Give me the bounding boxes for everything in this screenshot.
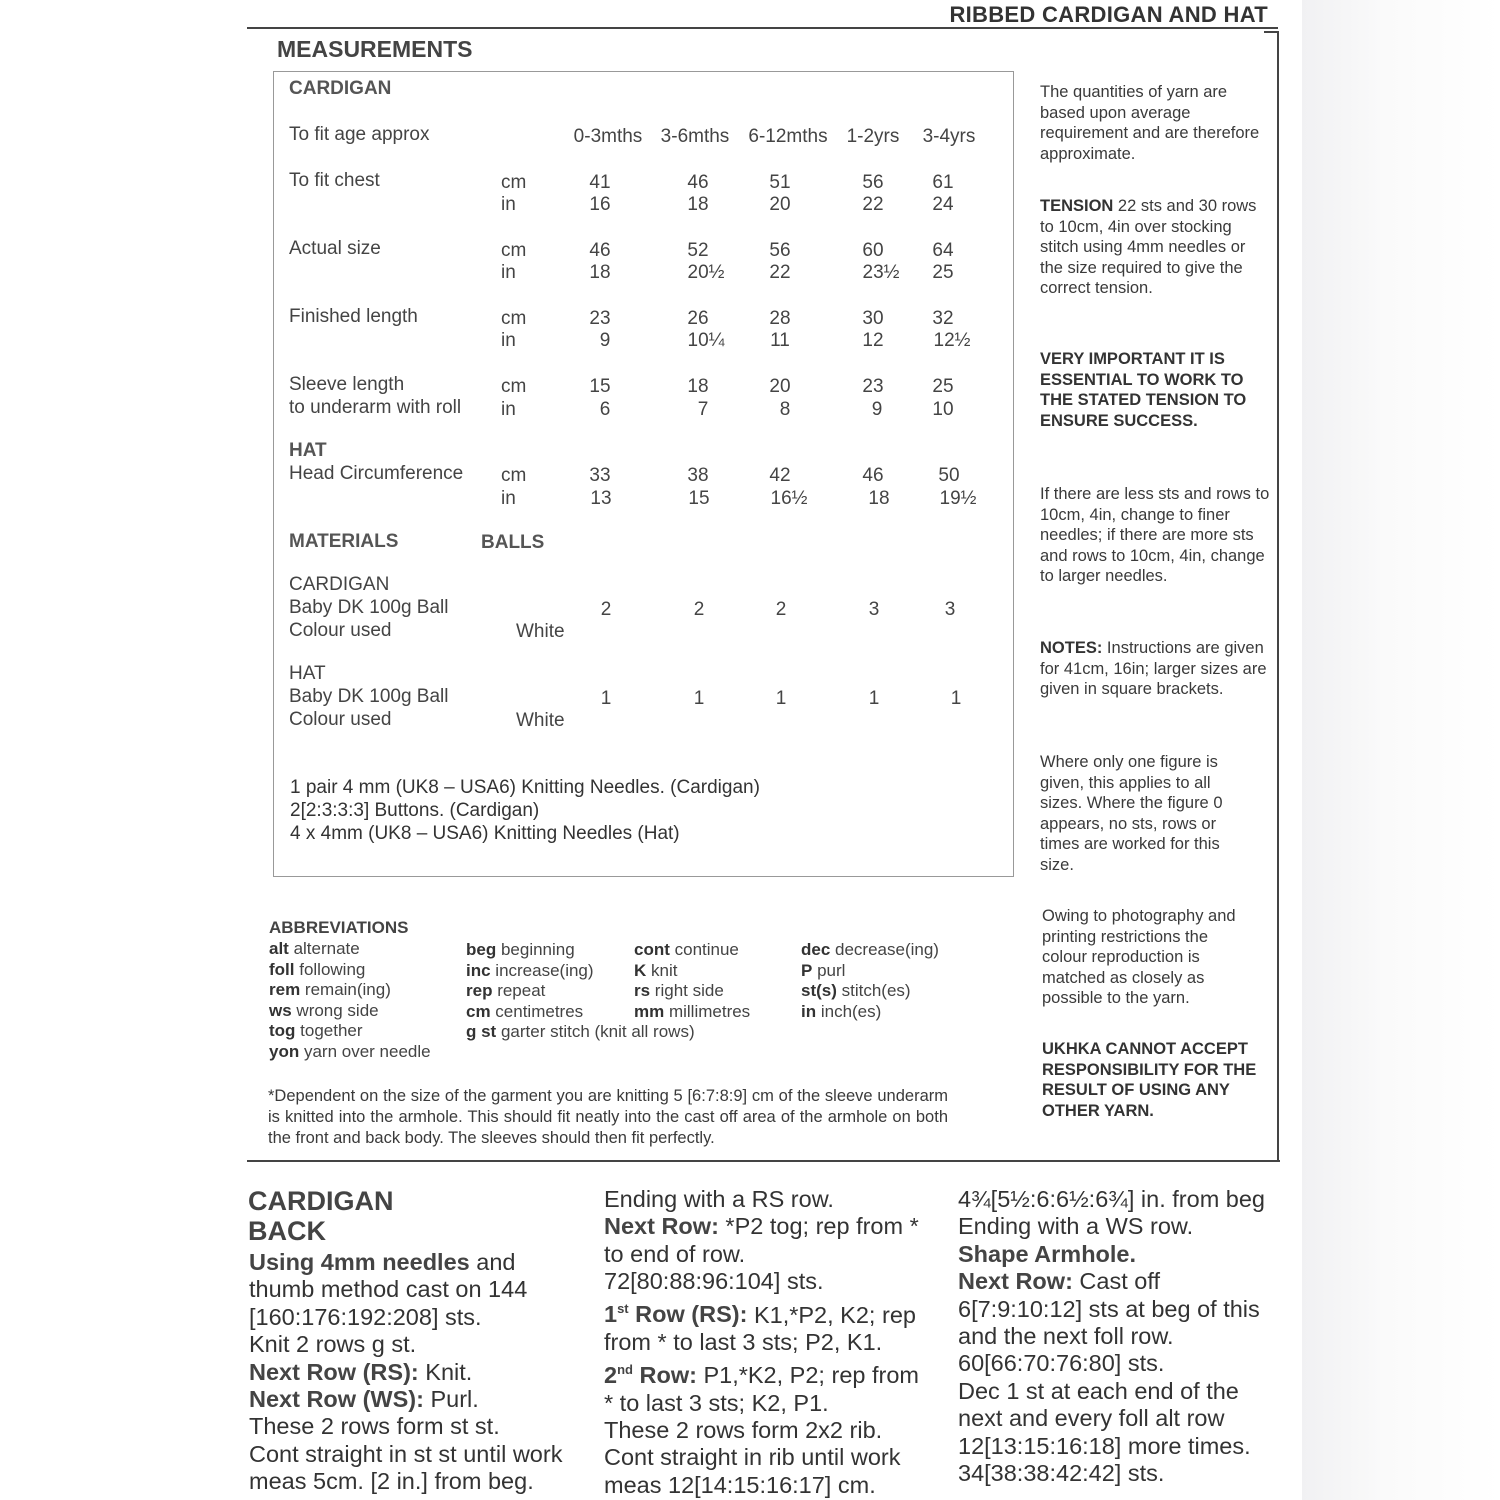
- unit-cm: cm: [501, 172, 527, 193]
- unit-cm: cm: [501, 465, 527, 486]
- abbreviations-column-3: [634, 940, 750, 1022]
- instruction: These 2 rows form st st.: [249, 1413, 500, 1440]
- abbr-key: beg: [466, 940, 497, 959]
- value-cell: 56: [769, 240, 791, 261]
- balls-cell: 3: [868, 599, 880, 620]
- needles-line-1: 1 pair 4 mm (UK8 – USA6) Knitting Needles. (Cardigan): [290, 777, 760, 798]
- abbr-key: rep: [466, 981, 493, 1000]
- abbr-text: following: [294, 959, 366, 979]
- unit-in: in: [501, 399, 516, 420]
- corner-rule: [1264, 31, 1278, 33]
- value-cell: 28: [769, 308, 791, 329]
- balls-cell: 1: [950, 688, 962, 709]
- balls-cell: 1: [868, 688, 880, 709]
- ordinal-suffix: nd: [617, 1362, 633, 1378]
- value-cell: 9: [599, 330, 611, 351]
- age-col-4: 1-2yrs: [846, 126, 900, 147]
- instruction: 4¾[5½:6:6½:6¾] in. from beg: [958, 1186, 1266, 1212]
- notes-text: Instructions are given for 41cm, 16in; larger sizes are given in square brackets.: [1040, 639, 1267, 698]
- value-cell: 56: [862, 172, 884, 193]
- balls-cell: 2: [693, 599, 705, 620]
- tension-note: [1040, 196, 1270, 299]
- photography-note: Owing to photography and printing restrictions the colour reproduction is matched as closely as possible to the yarn.: [1042, 907, 1236, 1007]
- material-yarn: Baby DK 100g Ball: [289, 597, 449, 618]
- abbr-text: inch(es): [816, 1001, 882, 1021]
- value-cell: 12½: [933, 330, 971, 351]
- value-cell: 24: [932, 194, 954, 215]
- abbr-text: garter stitch (knit all rows): [496, 1022, 695, 1041]
- abbr-key: yon: [269, 1041, 300, 1061]
- cardigan-section-label: CARDIGAN: [289, 78, 392, 99]
- abbr-key: tog: [269, 1021, 296, 1040]
- value-cell: 12: [862, 330, 884, 351]
- age-label: To fit age approx: [289, 124, 430, 145]
- instruction-text: *P2 tog; rep from * to end of row.: [604, 1213, 919, 1267]
- hat-section-label: HAT: [289, 440, 327, 461]
- value-cell: 42: [769, 465, 791, 486]
- age-col-5: 3-4yrs: [922, 126, 976, 147]
- value-cell: 26: [687, 308, 709, 329]
- value-cell: 64: [932, 240, 954, 261]
- row-label: Head Circumference: [289, 463, 464, 484]
- age-col-3: 6-12mths: [748, 126, 828, 147]
- balls-cell: 1: [600, 688, 612, 709]
- value-cell: 38: [687, 465, 709, 486]
- value-cell: 33: [589, 465, 611, 486]
- value-cell: 41: [589, 172, 611, 193]
- instruction-bold: Using 4mm needles: [249, 1249, 470, 1275]
- needles-line-2: 4 x 4mm (UK8 – USA6) Knitting Needles (Hat): [290, 823, 680, 844]
- abbr-key: g st: [466, 1022, 497, 1041]
- instruction-bold: Next Row:: [604, 1213, 719, 1240]
- instruction-text: Purl.: [423, 1386, 479, 1413]
- back-heading: BACK: [248, 1216, 326, 1246]
- abbr-text: wrong side: [291, 1000, 379, 1020]
- value-cell: 32: [932, 308, 954, 329]
- notes-note: [1040, 638, 1270, 700]
- abbr-key: P: [801, 960, 813, 980]
- instruction: [604, 1296, 934, 1357]
- age-col-1: 0-3mths: [573, 126, 643, 147]
- unit-in: in: [501, 488, 516, 509]
- yarn-quantities-note: The quantities of yarn are based upon average requirement and are therefore approximate.: [1040, 83, 1260, 163]
- value-cell: 46: [589, 240, 611, 261]
- page-edge-shadow: [1302, 0, 1500, 1500]
- instruction: Ending with a WS row.: [958, 1213, 1194, 1240]
- abbreviations-column-1: [269, 939, 431, 1062]
- value-cell: 18: [687, 194, 709, 215]
- abbr-text: stitch(es): [836, 981, 911, 1000]
- value-cell: 23: [589, 308, 611, 329]
- abbr-key: in: [801, 1001, 817, 1021]
- value-cell: 8: [779, 399, 791, 420]
- value-cell: 30: [862, 308, 884, 329]
- abbr-item: [801, 940, 939, 961]
- abbr-key: st(s): [801, 981, 837, 1000]
- unit-in: in: [501, 330, 516, 351]
- material-colour: White: [516, 710, 565, 731]
- value-cell: 60: [862, 240, 884, 261]
- header-rule: [247, 27, 1278, 29]
- abbr-text: right side: [650, 981, 724, 1000]
- instruction: Dec 1 st at each end of the next and every foll alt row 12[13:15:16:18] more times.: [958, 1377, 1251, 1459]
- instruction: [604, 1356, 934, 1417]
- pattern-heading: [248, 1186, 394, 1246]
- abbr-item: [634, 961, 750, 982]
- balls-cell: 2: [775, 599, 787, 620]
- instruction: These 2 rows form 2x2 rib.: [604, 1416, 883, 1443]
- abbr-text: remain(ing): [300, 980, 391, 999]
- abbr-text: together: [295, 1021, 363, 1040]
- unit-cm: cm: [501, 376, 527, 397]
- value-cell: 18: [589, 262, 611, 283]
- instruction: 72[80:88:96:104] sts.: [604, 1268, 824, 1295]
- abbr-item: [634, 1002, 750, 1023]
- row-sublabel: to underarm with roll: [289, 397, 462, 418]
- balls-heading: BALLS: [481, 532, 545, 553]
- value-cell: 20½: [687, 262, 725, 283]
- abbr-item: [269, 1042, 431, 1063]
- instruction: [249, 1386, 579, 1413]
- abbr-key: rs: [634, 981, 651, 1000]
- value-cell: 23½: [862, 262, 900, 283]
- abbr-text: repeat: [492, 981, 546, 1000]
- value-cell: 25: [932, 376, 954, 397]
- balls-cell: 1: [775, 688, 787, 709]
- balls-cell: 3: [944, 599, 956, 620]
- value-cell: 15: [589, 376, 611, 397]
- instruction-bold: Next Row:: [958, 1268, 1073, 1295]
- abbr-key: alt: [269, 939, 289, 958]
- value-cell: 10: [932, 399, 954, 420]
- material-yarn: Baby DK 100g Ball: [289, 686, 449, 707]
- abbr-text: alternate: [288, 939, 360, 958]
- measurements-heading: MEASUREMENTS: [277, 36, 473, 62]
- abbr-text: increase(ing): [490, 960, 594, 980]
- instruction-text: Cast off 6[7:9:10:12] sts at beg of this and the next foll row.: [958, 1268, 1260, 1350]
- tension-text: 22 sts and 30 rows to 10cm, 4in over stocking stitch using 4mm needles or the size required to give the correct tension.: [1040, 197, 1257, 297]
- notes-label: NOTES:: [1040, 639, 1103, 657]
- balls-cell: 2: [600, 599, 612, 620]
- instruction-bold: Row:: [632, 1362, 697, 1389]
- unit-in: in: [501, 194, 516, 215]
- abbr-item: [634, 981, 750, 1002]
- abbr-key: rem: [269, 980, 301, 999]
- abbr-item: [269, 960, 431, 981]
- abbr-item: [269, 1021, 431, 1042]
- abbr-key: inc: [466, 960, 491, 980]
- balls-cell: 1: [693, 688, 705, 709]
- abbr-key: mm: [634, 1001, 665, 1021]
- instruction-bold: Row (RS):: [628, 1301, 748, 1328]
- abbr-text: centimetres: [490, 1001, 584, 1021]
- needle-change-note: If there are less sts and rows to 10cm, 4in, change to finer needles; if there are more sts and rows to 10cm, 4in, change to larger needles.: [1040, 485, 1270, 585]
- value-cell: 52: [687, 240, 709, 261]
- instruction: [958, 1241, 1278, 1268]
- value-cell: 10¼: [687, 330, 725, 351]
- value-cell: 18: [687, 376, 709, 397]
- value-cell: 16: [589, 194, 611, 215]
- value-cell: 16½: [770, 488, 808, 509]
- ukhka-disclaimer: UKHKA CANNOT ACCEPT RESPONSIBILITY FOR THE RESULT OF USING ANY OTHER YARN.: [1042, 1040, 1257, 1120]
- abbr-text: yarn over needle: [299, 1041, 431, 1061]
- material-name: CARDIGAN: [289, 574, 390, 595]
- abbreviations-heading: ABBREVIATIONS: [269, 918, 409, 937]
- row-label: Finished length: [289, 306, 418, 327]
- instruction: Cont straight in rib until work meas 12[14:15:16:17] cm.: [604, 1444, 901, 1498]
- row-label: Actual size: [289, 238, 381, 259]
- value-cell: 15: [688, 488, 710, 509]
- instruction-text: and thumb method cast on 144 [160:176:192:208] sts.: [249, 1249, 528, 1330]
- value-cell: 51: [769, 172, 791, 193]
- material-colour-label: Colour used: [289, 709, 392, 730]
- abbr-text: beginning: [496, 940, 575, 959]
- abbr-key: ws: [269, 1000, 292, 1020]
- value-cell: 20: [769, 376, 791, 397]
- value-cell: 25: [932, 262, 954, 283]
- unit-in: in: [501, 262, 516, 283]
- abbr-item: [634, 940, 750, 961]
- value-cell: 18: [868, 488, 890, 509]
- row-label: Sleeve length: [289, 374, 405, 395]
- buttons-line: 2[2:3:3:3] Buttons. (Cardigan): [290, 800, 540, 821]
- important-note: VERY IMPORTANT IT IS ESSENTIAL TO WORK TO THE STATED TENSION TO ENSURE SUCCESS.: [1040, 350, 1247, 430]
- instruction: Ending with a RS row.: [604, 1186, 834, 1212]
- material-colour-label: Colour used: [289, 620, 392, 641]
- right-border: [1277, 31, 1279, 1161]
- abbr-text: decrease(ing): [830, 940, 939, 959]
- instruction: Cont straight in st st until work meas 5cm. [2 in.] from beg.: [249, 1440, 563, 1495]
- value-cell: 7: [697, 399, 709, 420]
- value-cell: 13: [590, 488, 612, 509]
- instruction: [249, 1249, 579, 1331]
- instruction-bold: Next Row (WS):: [249, 1386, 424, 1413]
- pattern-column-2: [604, 1186, 934, 1499]
- instruction: 60[66:70:76:80] sts.: [958, 1350, 1165, 1377]
- instruction: [958, 1268, 1278, 1350]
- abbr-text: millimetres: [664, 1001, 751, 1021]
- value-cell: 23: [862, 376, 884, 397]
- material-colour: White: [516, 621, 565, 642]
- abbr-item: [269, 1001, 431, 1022]
- abbr-key: cm: [466, 1001, 491, 1021]
- instruction-text: P1,*K2, P2; rep from * to last 3 sts; K2, P1.: [604, 1362, 919, 1416]
- tension-label: TENSION: [1040, 197, 1114, 215]
- abbr-item: [801, 981, 939, 1002]
- unit-cm: cm: [501, 240, 527, 261]
- ordinal-suffix: st: [617, 1301, 629, 1317]
- row-label: To fit chest: [289, 170, 380, 191]
- abbreviations-column-4: [801, 940, 939, 1022]
- value-cell: 46: [687, 172, 709, 193]
- row-number: 1: [604, 1301, 618, 1328]
- value-cell: 19½: [939, 488, 977, 509]
- pattern-column-3: [958, 1186, 1278, 1487]
- age-col-2: 3-6mths: [660, 126, 730, 147]
- value-cell: 61: [932, 172, 954, 193]
- abbr-item: [801, 961, 939, 982]
- pattern-column-1: [249, 1249, 579, 1496]
- instruction: 34[38:38:42:42] sts.: [958, 1460, 1165, 1487]
- figure-note: Where only one figure is given, this applies to all sizes. Where the figure 0 appears, no sts, rows or times are worked for this size.: [1040, 753, 1223, 874]
- instruction: Knit 2 rows g st.: [249, 1331, 417, 1358]
- instruction-text: K1,*P2, K2; rep from * to last 3 sts; P2, K1.: [604, 1301, 916, 1355]
- abbr-item: [801, 1002, 939, 1023]
- material-name: HAT: [289, 663, 326, 684]
- instruction-bold: Shape Armhole.: [958, 1240, 1137, 1267]
- abbr-key: dec: [801, 940, 831, 959]
- abbr-item: [269, 939, 431, 960]
- instruction-text: Knit.: [418, 1358, 473, 1385]
- value-cell: 6: [599, 399, 611, 420]
- abbr-text: continue: [669, 940, 739, 959]
- value-cell: 22: [862, 194, 884, 215]
- bottom-rule: [247, 1160, 1280, 1162]
- value-cell: 20: [769, 194, 791, 215]
- instruction: [249, 1359, 579, 1386]
- instruction-bold: Next Row (RS):: [249, 1358, 419, 1385]
- abbr-item: [466, 1022, 695, 1043]
- pattern-title: RIBBED CARDIGAN AND HAT: [949, 2, 1268, 27]
- row-number: 2: [604, 1362, 618, 1389]
- sleeve-footnote: *Dependent on the size of the garment you are knitting 5 [6:7:8:9] cm of the sleeve underarm is knitted into the armhole. This should fit neatly into the cast off area of the armhole on both the front and back body. The sleeves should then fit perfectly.: [268, 1087, 948, 1147]
- materials-heading: MATERIALS: [289, 531, 399, 552]
- instruction: [604, 1213, 934, 1268]
- value-cell: 46: [862, 465, 884, 486]
- cardigan-heading: CARDIGAN: [248, 1186, 394, 1216]
- unit-cm: cm: [501, 308, 527, 329]
- value-cell: 9: [871, 399, 883, 420]
- value-cell: 50: [938, 465, 960, 486]
- abbr-item: [269, 980, 431, 1001]
- abbr-key: foll: [269, 959, 295, 979]
- abbr-text: knit: [646, 960, 678, 980]
- abbr-key: K: [634, 960, 647, 980]
- abbr-text: purl: [812, 960, 846, 980]
- abbr-key: cont: [634, 940, 670, 959]
- value-cell: 22: [769, 262, 791, 283]
- value-cell: 11: [770, 330, 790, 351]
